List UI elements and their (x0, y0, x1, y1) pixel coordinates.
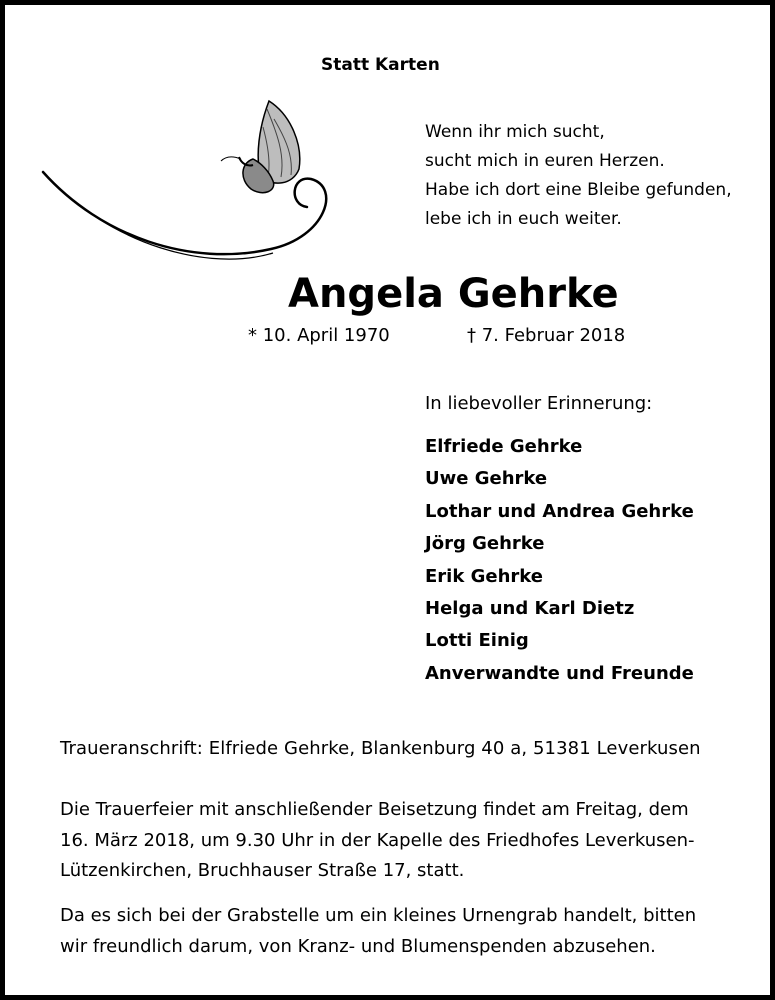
birth-date: * 10. April 1970 (248, 325, 390, 346)
donation-request-paragraph (60, 901, 730, 962)
mourner-name: Helga und Karl Dietz (425, 598, 635, 620)
mourner-name: Erik Gehrke (425, 565, 543, 587)
paragraph-line: 16. März 2018, um 9.30 Uhr in der Kapelle des Friedhofes Leverkusen- (60, 829, 695, 851)
paragraph-line: Die Trauerfeier mit anschließender Beisetzung findet am Freitag, dem (60, 799, 689, 820)
poem (425, 118, 732, 234)
butterfly-icon (41, 97, 341, 267)
memory-intro: In liebevoller Erinnerung: (425, 393, 653, 414)
mourner-name: Lothar und Andrea Gehrke (425, 500, 694, 522)
paragraph-line: wir freundlich darum, von Kranz- und Blumenspenden abzusehen. (60, 935, 656, 957)
poem-line: Habe ich dort eine Bleibe gefunden, (425, 180, 732, 200)
deceased-name: Angela Gehrke (288, 271, 619, 317)
death-date: † 7. Februar 2018 (467, 325, 626, 346)
mourners-list (425, 431, 694, 690)
mourner-name: Lotti Einig (425, 630, 529, 652)
paragraph-line: Lützenkirchen, Bruchhauser Straße 17, statt. (60, 860, 465, 881)
paragraph-line: Da es sich bei der Grabstelle um ein kleines Urnengrab handelt, bitten (60, 905, 697, 926)
ceremony-paragraph (60, 795, 730, 887)
mourner-name: Jörg Gehrke (425, 533, 545, 555)
mourner-name: Elfriede Gehrke (425, 436, 583, 457)
poem-line: Wenn ihr mich sucht, (425, 122, 605, 142)
mourner-name: Anverwandte und Freunde (425, 662, 694, 684)
mourning-address: Traueranschrift: Elfriede Gehrke, Blankenburg 40 a, 51381 Leverkusen (60, 738, 701, 759)
statt-karten-heading: Statt Karten (321, 55, 440, 75)
poem-line: sucht mich in euren Herzen. (425, 151, 665, 171)
poem-line: lebe ich in euch weiter. (425, 209, 622, 229)
mourner-name: Uwe Gehrke (425, 468, 548, 490)
